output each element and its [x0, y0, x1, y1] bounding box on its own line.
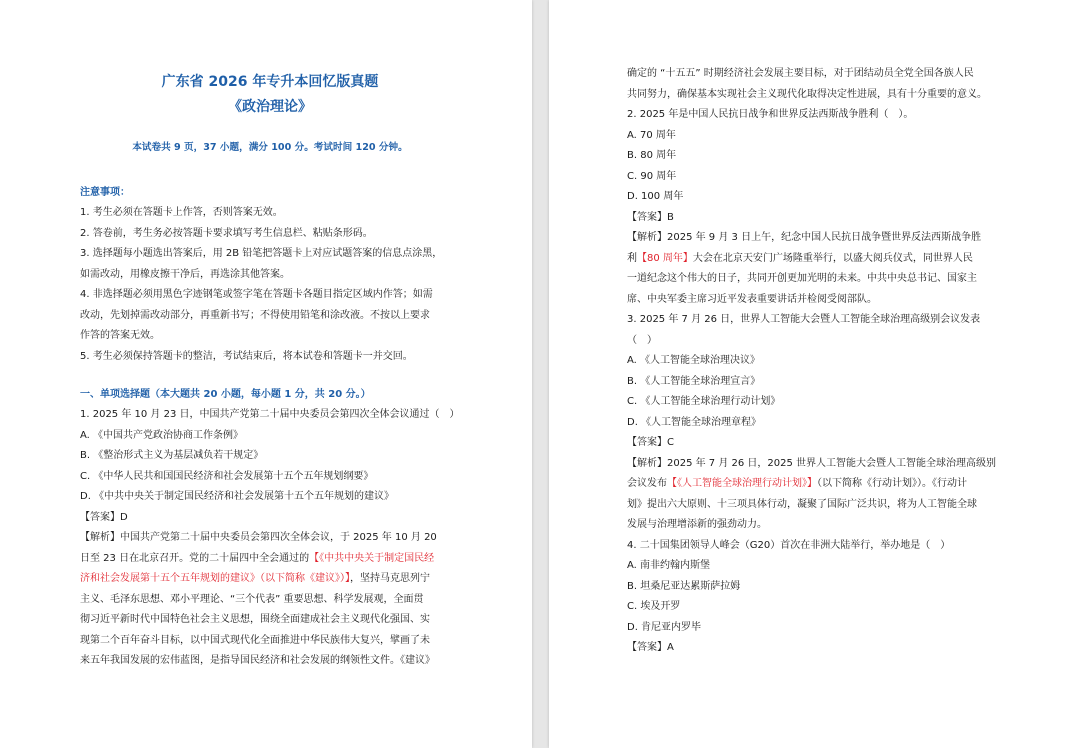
analysis-line: [627, 249, 1012, 270]
analysis-line: 确定的 “十五五” 时期经济社会发展主要目标，对于团结动员全党全国各族人民: [627, 68, 974, 79]
analysis-highlight: 【80 周年】: [637, 252, 693, 264]
analysis-line: 来五年我国发展的宏伟蓝图，是指导国民经济和社会发展的纲领性文件。《建议》: [80, 655, 435, 666]
analysis-highlight: 【《人工智能全球治理行动计划》】: [667, 478, 817, 489]
notice-line: 作答的答案无效。: [80, 330, 160, 341]
answer-line: 【答案】B: [627, 211, 674, 223]
question-stem: 1. 2025 年 10 月 23 日，中国共产党第二十届中央委员会第四次全体会议通过（ ）: [80, 409, 460, 420]
analysis-highlight: 【《中共中央关于制定国民经: [309, 552, 435, 564]
analysis-line: 划》提出六大原则、十三项具体行动，凝聚了国际广泛共识，将为人工智能全球: [627, 498, 977, 510]
analysis-line: 【解析】中国共产党第二十届中央委员会第四次全体会议，于 2025 年 10 月 20: [80, 532, 437, 543]
analysis-line: 彻习近平新时代中国特色社会主义思想，围绕全面建成社会主义现代化强国、实: [80, 614, 430, 625]
analysis-text: （以下简称《行动计划》）。《行动计: [817, 478, 967, 489]
option-a: A. 70 周年: [627, 129, 676, 141]
analysis-line: [627, 474, 1012, 495]
analysis-line: 主义、毛泽东思想、邓小平理论、“三个代表” 重要思想、科学发展观，全面贯: [80, 593, 424, 605]
notice-line: 如需改动，用橡皮擦干净后，再选涂其他答案。: [80, 268, 290, 280]
question-stem: 4. 二十国集团领导人峰会（G20）首次在非洲大陆举行，举办地是（ ）: [627, 539, 951, 551]
notice-line: 3. 选择题每小题选出答案后，用 2B 铅笔把答题卡上对应试题答案的信息点涂黑，: [80, 248, 443, 259]
option-d: D. 肯尼亚内罗毕: [627, 621, 702, 633]
notice-line: 1. 考生必须在答题卡上作答，否则答案无效。: [80, 207, 283, 218]
analysis-line: [80, 549, 460, 570]
option-a: A. 南非约翰内斯堡: [627, 560, 711, 571]
analysis-line: 席、中央军委主席习近平发表重要讲话并检阅受阅部队。: [627, 293, 877, 305]
answer-line: 【答案】D: [80, 511, 128, 523]
analysis-line: 共同努力，确保基本实现社会主义现代化取得决定性进展，具有十分重要的意义。: [627, 88, 987, 100]
analysis-line: [80, 569, 460, 590]
question-2: [627, 105, 1012, 310]
analysis-line: 现第二个百年奋斗目标，以中国式现代化全面推进中华民族伟大复兴，擘画了未: [80, 634, 430, 646]
analysis-line: 【解析】2025 年 9 月 3 日上午，纪念中国人民抗日战争暨世界反法西斯战争胜: [627, 232, 982, 243]
option-d: D. 《中共中央关于制定国民经济和社会发展第十五个五年规划的建议》: [80, 491, 395, 502]
question-4: [627, 536, 1012, 659]
option-a: A. 《人工智能全球治理决议》: [627, 355, 761, 366]
option-a: A. 《中国共产党政治协商工作条例》: [80, 429, 244, 441]
analysis-text: 日至 23 日在北京召开。党的二十届四中全会通过的: [80, 552, 310, 564]
notice-line: 4. 非选择题必须用黑色字迹钢笔或签字笔在答题卡各题目指定区域内作答；如需: [80, 289, 433, 300]
question-stem: 3. 2025 年 7 月 26 日，世界人工智能大会暨人工智能全球治理高级别会议发表: [627, 314, 981, 325]
question-3: [627, 310, 1012, 536]
notice-list: [80, 203, 460, 367]
document-page-2: [549, 0, 1080, 748]
option-d: D. 100 周年: [627, 191, 684, 202]
option-b: B. 坦桑尼亚达累斯萨拉姆: [627, 580, 741, 592]
question-stem: 2. 2025 年是中国人民抗日战争和世界反法西斯战争胜利（ ）。: [627, 109, 914, 120]
exam-info: 本试卷共 9 页，37 小题，满分 100 分。考试时间 120 分钟。: [132, 142, 408, 153]
option-b: B. 《人工智能全球治理宣言》: [627, 375, 761, 387]
option-b: B. 《整治形式主义为基层减负若干规定》: [80, 450, 264, 461]
option-c: C. 90 周年: [627, 170, 677, 182]
answer-line: 【答案】A: [627, 642, 674, 653]
notice-line: 改动，先划掉需改动部分，再重新书写；不得使用铅笔和涂改液。不按以上要求: [80, 309, 430, 321]
analysis-line: 一道纪念这个伟大的日子，共同开创更加光明的未来。中共中央总书记、国家主: [627, 273, 977, 284]
option-c: C. 《中华人民共和国国民经济和社会发展第十五个五年规划纲要》: [80, 470, 374, 482]
analysis-line: 发展与治理增添新的强劲动力。: [627, 519, 767, 530]
analysis-text: ，坚持马克思列宁: [350, 573, 430, 584]
analysis-text: 会议发布: [627, 478, 667, 489]
document-page-1: [0, 0, 532, 748]
question-1: [80, 405, 460, 672]
analysis-line: 【解析】2025 年 7 月 26 日，2025 世界人工智能大会暨人工智能全球治理高级别: [627, 457, 997, 469]
option-b: B. 80 周年: [627, 150, 677, 161]
analysis-text: 大会在北京天安门广场隆重举行，以盛大阅兵仪式，同世界人民: [692, 252, 973, 264]
answer-line: 【答案】C: [627, 437, 674, 448]
document-subtitle: 《政治理论》: [228, 99, 312, 115]
document-title: 广东省 2026 年专升本回忆版真题: [161, 74, 379, 90]
section-heading: 一、单项选择题（本大题共 20 小题，每小题 1 分，共 20 分。）: [80, 389, 371, 400]
analysis-text: 利: [627, 252, 637, 264]
option-c: C. 《人工智能全球治理行动计划》: [627, 396, 781, 407]
notice-heading: 注意事项：: [80, 187, 130, 198]
analysis-highlight: 济和社会发展第十五个五年规划的建议》（以下简称《建议》）】: [80, 573, 350, 584]
notice-line: 2. 答卷前，考生务必按答题卡要求填写考生信息栏、粘贴条形码。: [80, 227, 373, 239]
option-d: D. 《人工智能全球治理章程》: [627, 416, 762, 428]
option-c: C. 埃及开罗: [627, 601, 681, 612]
notice-line: 5. 考生必须保持答题卡的整洁，考试结束后，将本试卷和答题卡一并交回。: [80, 350, 413, 362]
question-stem: （ ）: [627, 334, 657, 346]
